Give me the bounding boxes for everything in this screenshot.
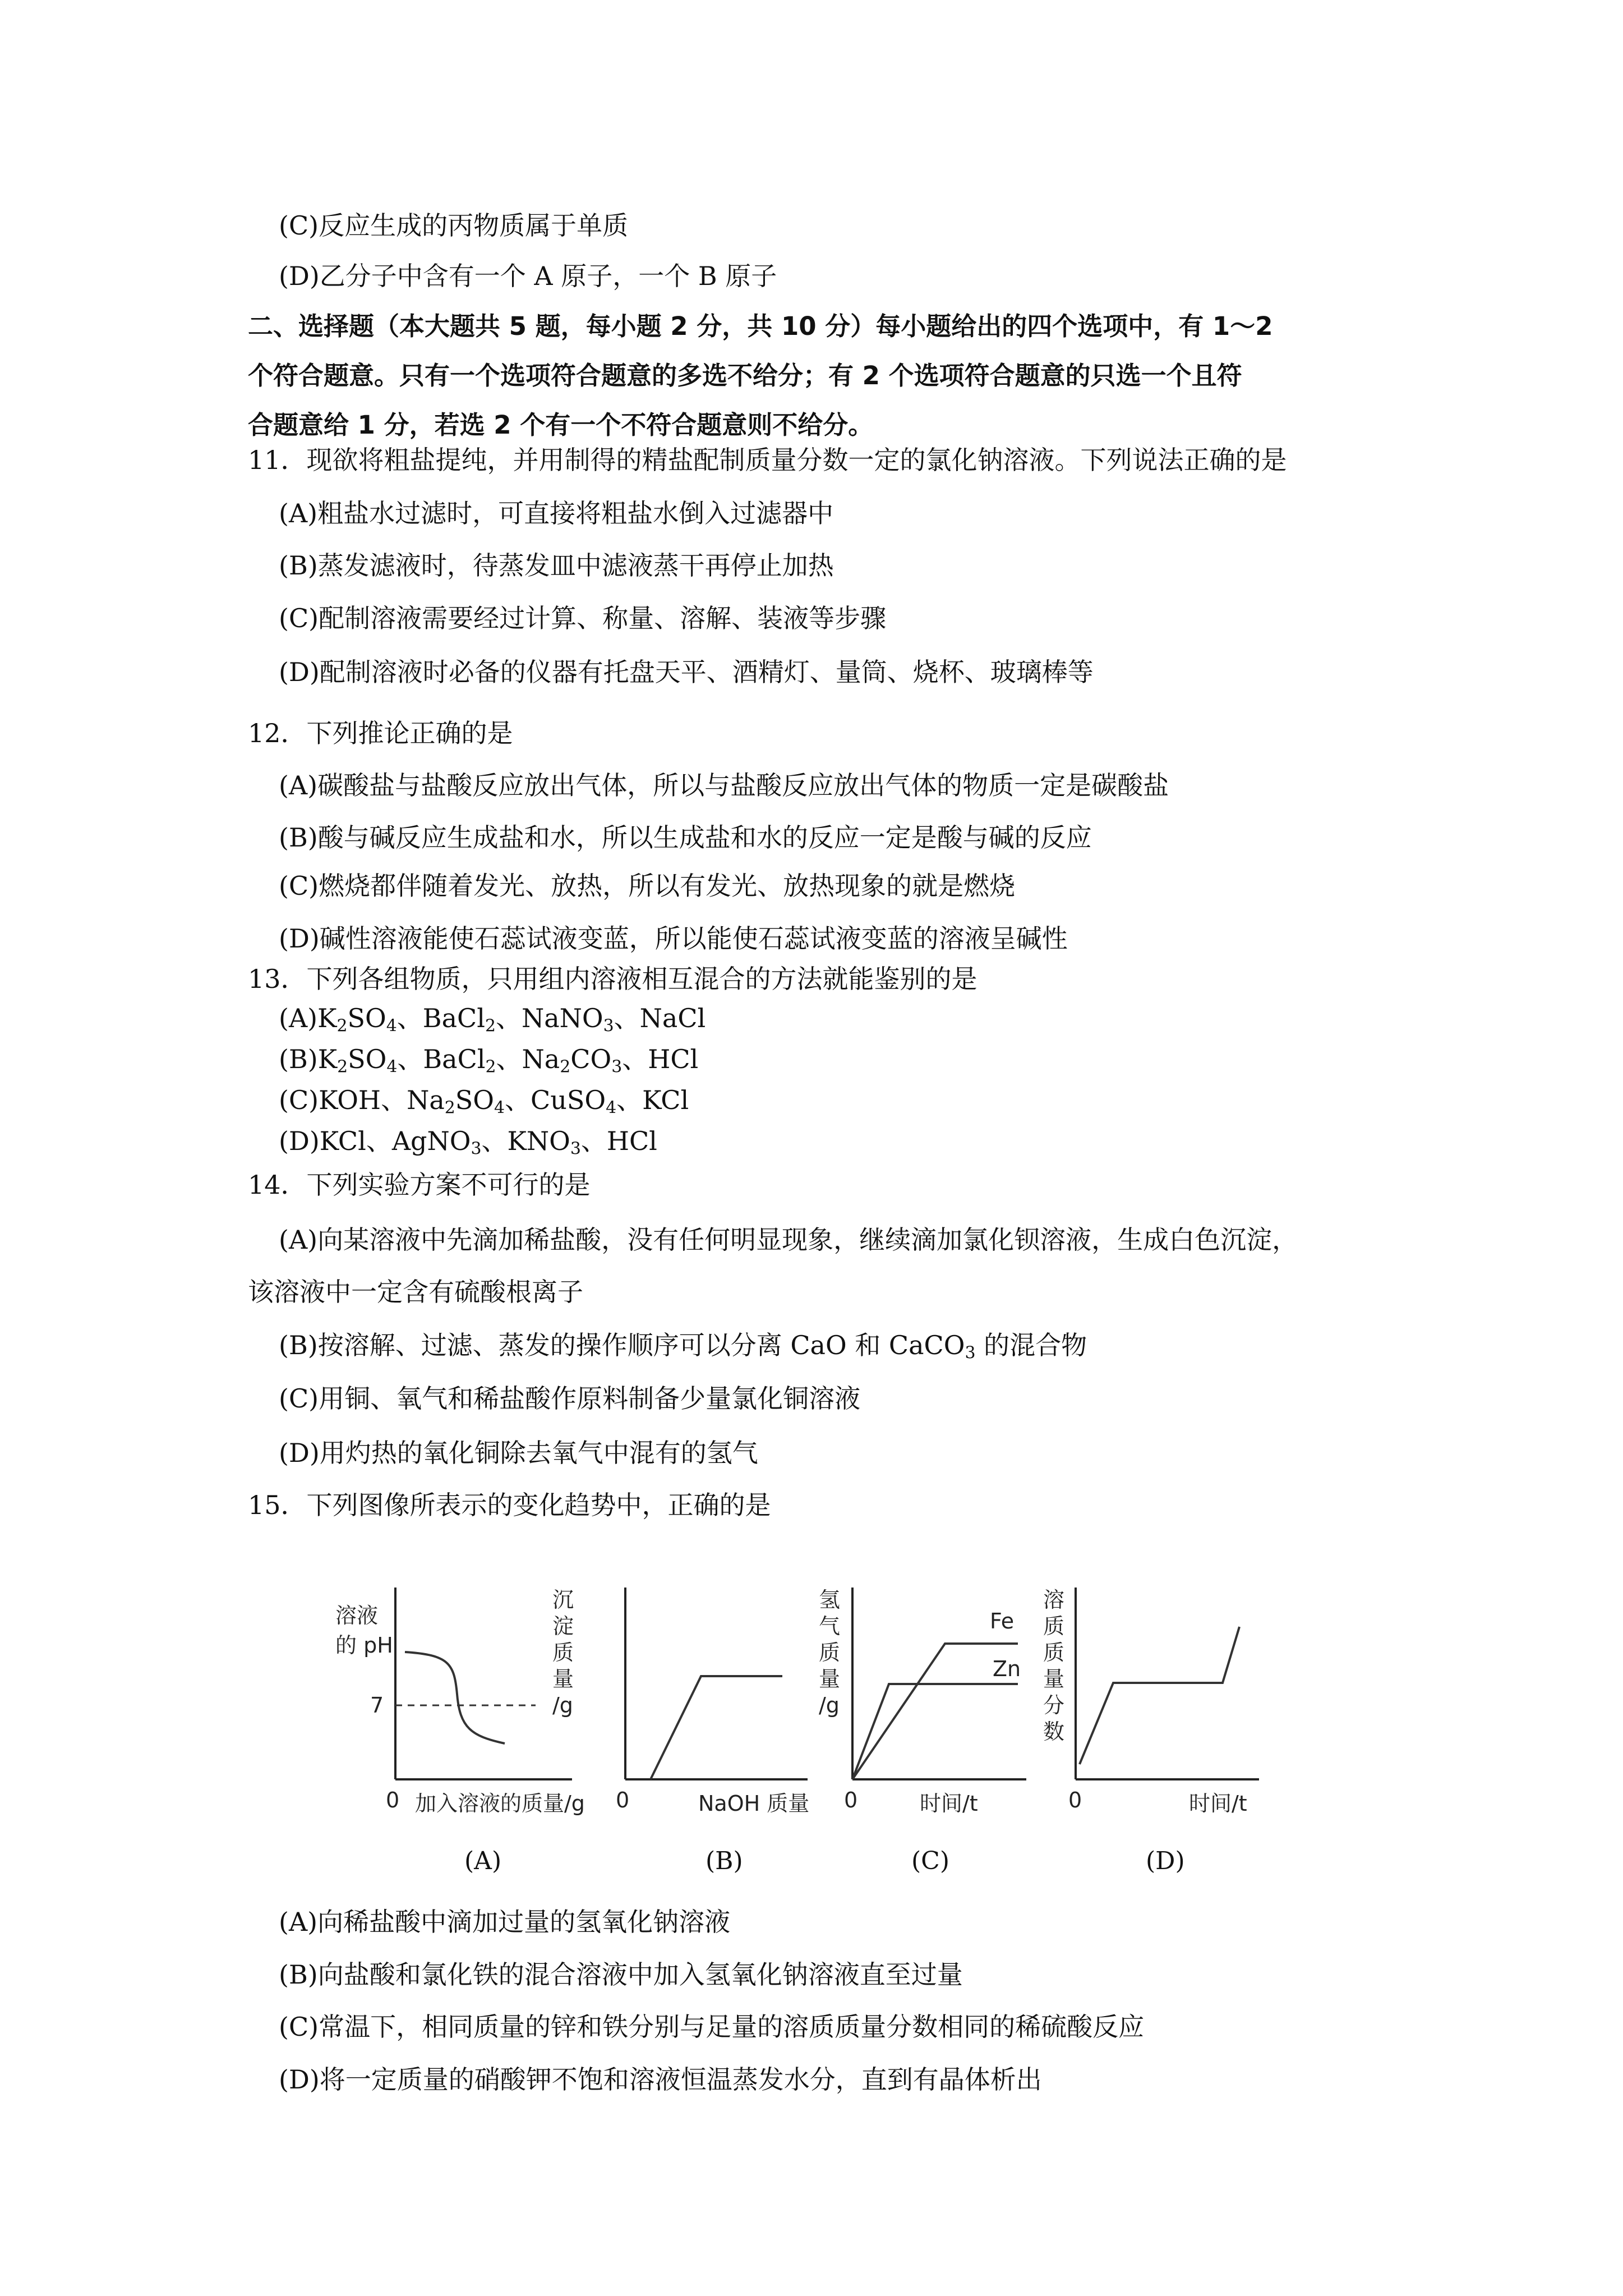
q11-option-b: (B)蒸发滤液时，待蒸发皿中滤液蒸干再停止加热 [279,550,834,581]
q13-stem: 13．下列各组物质，只用组内溶液相互混合的方法就能鉴别的是 [248,964,978,994]
q12-option-a: (A)碳酸盐与盐酸反应放出气体，所以与盐酸反应放出气体的物质一定是碳酸盐 [279,770,1169,800]
graph-c-origin: 0 [844,1788,858,1812]
graph-a-ylabel-1: 溶液 [335,1603,379,1628]
graph-c [819,1588,1026,1816]
graph-a [335,1588,585,1816]
graph-a-origin: 0 [386,1788,400,1812]
q15-option-d: (D)将一定质量的硝酸钾不饱和溶液恒温蒸发水分，直到有晶体析出 [279,2064,1042,2095]
q10-option-c: (C)反应生成的丙物质属于单质 [279,210,629,241]
q13-option-a: $(A)K_2SO_4$、BaCl$_2$、NaNO$_3$、NaCl [279,1003,706,1036]
q15-option-b: (B)向盐酸和氯化铁的混合溶液中加入氢氧化钠溶液直至过量 [279,1959,963,1990]
q15-stem: 15．下列图像所表示的变化趋势中，正确的是 [248,1490,771,1520]
q11-stem: 11．现欲将粗盐提纯，并用制得的精盐配制质量分数一定的氯化钠溶液。下列说法正确的是 [248,445,1287,475]
graph-d-xlabel: 时间/t [1189,1791,1247,1816]
q13-option-b: $(B)K_2SO_4$、BaCl$_2$、$Na_2CO_3$、HCl [279,1044,699,1077]
q14-stem: 14．下列实验方案不可行的是 [248,1170,591,1200]
graph-d-origin: 0 [1068,1788,1082,1812]
graph-b [552,1588,809,1816]
q15-option-c: (C)常温下，相同质量的锌和铁分别与足量的溶质质量分数相同的稀硫酸反应 [279,2012,1145,2042]
graph-b-origin: 0 [616,1788,630,1812]
q12-option-c: (C)燃烧都伴随着发光、放热，所以有发光、放热现象的就是燃烧 [279,871,1016,901]
option-label: (C) [279,1085,319,1115]
q11-option-d: (D)配制溶液时必备的仪器有托盘天平、酒精灯、量筒、烧杯、玻璃棒等 [279,657,1094,687]
graph-c-fe-label: Fe [990,1609,1015,1634]
q12-option-d: (D)碱性溶液能使石蕊试液变蓝，所以能使石蕊试液变蓝的溶液呈碱性 [279,923,1068,954]
graph-d-line [1080,1627,1239,1764]
graph-a-caption: (A) [464,1847,502,1875]
q13-option-d: (D)KCl、AgNO$_3$、$KNO_3$、HCl [279,1126,657,1159]
q14-option-a-line2: 该溶液中一定含有硫酸根离子 [248,1277,583,1307]
graph-a-xlabel: 加入溶液的质量/g [415,1791,585,1816]
q14-option-d: (D)用灼热的氧化铜除去氧气中混有的氢气 [279,1438,758,1468]
q14-option-c: (C)用铜、氧气和稀盐酸作原料制备少量氯化铜溶液 [279,1383,861,1414]
option-label: (A) [279,1003,318,1033]
q12-option-b: (B)酸与碱反应生成盐和水，所以生成盐和水的反应一定是酸与碱的反应 [279,822,1092,853]
q15-option-a: (A)向稀盐酸中滴加过量的氢氧化钠溶液 [279,1907,731,1937]
graph-c-caption: (C) [911,1847,949,1875]
graph-d-ylabel: 溶 质 质 量 分 数 [1043,1588,1065,1744]
graph-a-ylabel-2: 的 pH [335,1633,393,1658]
option-label: (D) [279,1126,320,1156]
q10-option-d: (D)乙分子中含有一个 A 原子，一个 B 原子 [279,261,777,291]
q14-option-a-line1: (A)向某溶液中先滴加稀盐酸，没有任何明显现象，继续滴加氯化钡溶液，生成白色沉淀， [279,1225,1298,1255]
graph-c-zn-label: Zn [993,1657,1021,1681]
graph-a-tick-7: 7 [370,1693,384,1718]
q13-option-c: (C)KOH、$Na_2SO_4$、CuSO$_4$、KCl [279,1085,689,1118]
graph-b-caption: (B) [706,1847,743,1875]
q12-stem: 12．下列推论正确的是 [248,718,513,748]
q11-option-c: (C)配制溶液需要经过计算、称量、溶解、装液等步骤 [279,603,887,633]
graph-d [1043,1588,1259,1816]
graph-b-line [651,1676,782,1779]
q11-option-a: (A)粗盐水过滤时，可直接将粗盐水倒入过滤器中 [279,498,834,528]
section2-instructions-2: 个符合题意。只有一个选项符合题意的多选不给分；有 2 个选项符合题意的只选一个且符 [248,361,1242,390]
section2-instructions-1: 二、选择题（本大题共 5 题，每小题 2 分，共 10 分）每小题给出的四个选项中，有 1～2 [248,311,1273,341]
graph-c-ylabel: 氢 气 质 量 /g [819,1588,841,1718]
graph-d-caption: (D) [1146,1847,1185,1875]
graph-a-curve [405,1652,505,1743]
option-label: (B) [279,1044,318,1074]
section2-instructions-3: 合题意给 1 分，若选 2 个有一个不符合题意则不给分。 [248,410,874,440]
graph-b-xlabel: NaOH 质量 [698,1791,810,1816]
graph-c-xlabel: 时间/t [920,1791,978,1816]
graph-c-zn-line [852,1684,1018,1779]
graph-b-ylabel: 沉 淀 质 量 /g [552,1588,574,1718]
q14-option-b: (B)按溶解、过滤、蒸发的操作顺序可以分离 CaO 和 CaCO$_3$ 的混合物 [279,1330,1087,1363]
